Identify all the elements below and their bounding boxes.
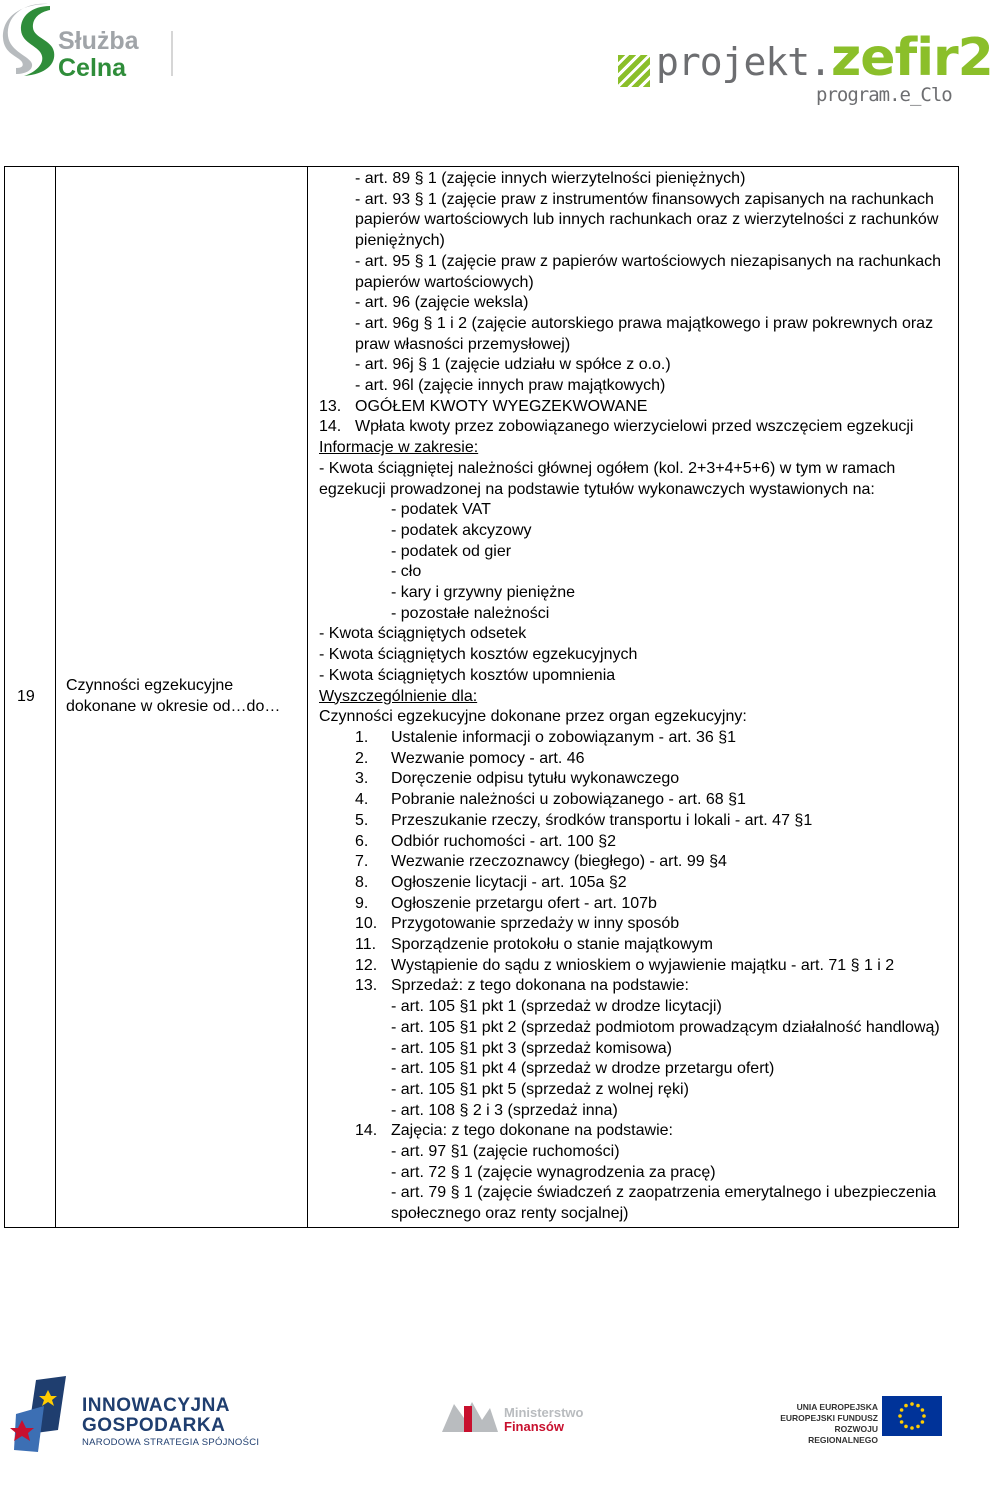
sluzba-celna-line2: Celna bbox=[58, 54, 127, 82]
list-item-text: Przeszukanie rzeczy, środków transportu i lokali - art. 47 §1 bbox=[391, 811, 813, 829]
sale-line: - art. 105 §1 pkt 4 (sprzedaż w drodze przetargu ofert) bbox=[391, 1060, 775, 1078]
list-item-number: 12. bbox=[355, 956, 378, 974]
list-item bbox=[319, 728, 952, 749]
list-item-number: 4. bbox=[355, 791, 369, 809]
list-item-text: Przygotowanie sprzedaży w inny sposób bbox=[391, 915, 680, 933]
list-item-text bbox=[391, 1121, 952, 1225]
list-item bbox=[319, 1121, 952, 1225]
list-item-number: 11. bbox=[355, 936, 377, 954]
art-line: - art. 93 § 1 (zajęcie praw z instrumentów finansowych zapisanych na rachunkach papierów wartościowych lub innych rachunkach oraz z wierzytelności z rachunków pieniężnych) bbox=[355, 190, 939, 250]
list-item-number: 14. bbox=[355, 1122, 378, 1140]
art-line: - art. 96 (zajęcie weksla) bbox=[355, 294, 529, 312]
list-item bbox=[319, 417, 952, 438]
list-item-number: 2. bbox=[355, 749, 369, 767]
zefir-main-right: zefir2 bbox=[831, 28, 993, 88]
seize-heading: Zajęcia: z tego dokonane na podstawie: bbox=[391, 1122, 673, 1140]
eu-line1: UNIA EUROPEJSKA bbox=[796, 1402, 878, 1412]
row-content-cell bbox=[308, 167, 959, 1228]
row-number-cell: 19 bbox=[5, 167, 56, 1228]
seize-line: - art. 72 § 1 (zajęcie wynagrodzenia za pracę) bbox=[391, 1163, 716, 1181]
table-row bbox=[5, 167, 959, 1228]
info-sub-line: - podatek od gier bbox=[391, 542, 512, 560]
projekt-zefir2-logo bbox=[618, 22, 993, 112]
sale-heading: Sprzedaż: z tego dokonana na podstawie: bbox=[391, 977, 689, 995]
ministerstwo-finansow-emblem-icon bbox=[442, 1400, 498, 1432]
info-intro: - Kwota ściągniętej należności głównej ogółem (kol. 2+3+4+5+6) w tym w ramach egzekucji prowadzonej na podstawie tytułów wykonawczych wystawionych na: bbox=[319, 459, 896, 498]
eu-line2: EUROPEJSKI FUNDUSZ bbox=[780, 1413, 878, 1423]
list-item-number: 13. bbox=[319, 397, 342, 415]
list-item-number: 13. bbox=[355, 977, 378, 995]
list-item bbox=[319, 749, 952, 770]
list-item bbox=[319, 852, 952, 873]
header-divider bbox=[171, 31, 173, 76]
list-item bbox=[319, 935, 952, 956]
list-item-number: 3. bbox=[355, 770, 369, 788]
list-item-text: Ustalenie informacji o zobowiązanym - art. 36 §1 bbox=[391, 728, 737, 746]
sale-line: - art. 105 §1 pkt 5 (sprzedaż z wolnej ręki) bbox=[391, 1080, 689, 1098]
info-heading: Informacje w zakresie: bbox=[319, 439, 479, 457]
info-line: - Kwota ściągniętych kosztów upomnienia bbox=[319, 666, 616, 684]
report-table bbox=[4, 166, 959, 1228]
list-item-text: Sporządzenie protokołu o stanie majątkowym bbox=[391, 936, 713, 954]
list-item-text: Wpłata kwoty przez zobowiązanego wierzycielowi przed wszczęciem egzekucji bbox=[355, 418, 914, 436]
page-header bbox=[0, 0, 993, 140]
info-sub-line: - pozostałe należności bbox=[391, 604, 550, 622]
info-line: - Kwota ściągniętych odsetek bbox=[319, 625, 527, 643]
list-item-number: 7. bbox=[355, 853, 369, 871]
sluzba-celna-emblem-icon bbox=[2, 2, 64, 78]
seize-line: - art. 79 § 1 (zajęcie świadczeń z zaopatrzenia emerytalnego i ubezpieczenia społecznego oraz renty socjalnej) bbox=[391, 1184, 937, 1223]
page-footer bbox=[0, 1360, 960, 1488]
list-item bbox=[319, 976, 952, 1121]
list-item-text: OGÓŁEM KWOTY WYEGZEKWOWANE bbox=[355, 397, 648, 415]
list-item-number: 10. bbox=[355, 915, 378, 933]
eu-wordmark bbox=[768, 1402, 878, 1446]
info-sub-line: - podatek VAT bbox=[391, 501, 491, 519]
list-item-text: Wezwanie rzeczoznawcy (biegłego) - art. 99 §4 bbox=[391, 853, 727, 871]
list-item-text bbox=[391, 976, 952, 1121]
list-item-number: 14. bbox=[319, 418, 342, 436]
art-line: - art. 96l (zajęcie innych praw majątkowych) bbox=[355, 377, 666, 395]
ig-line3: NARODOWA STRATEGIA SPÓJNOŚCI bbox=[82, 1437, 260, 1448]
list-item bbox=[319, 956, 952, 977]
art-line: - art. 89 § 1 (zajęcie innych wierzytelności pieniężnych) bbox=[355, 170, 746, 187]
list-item-number: 5. bbox=[355, 811, 369, 829]
zefir-stripes-icon bbox=[618, 55, 650, 87]
list-item bbox=[319, 914, 952, 935]
zefir-main-left: projekt. bbox=[656, 40, 832, 84]
mf-line2: Finansów bbox=[504, 1419, 564, 1434]
zefir-sub-wordmark: program.e_Clo bbox=[816, 84, 952, 106]
mf-line1: Ministerstwo bbox=[504, 1405, 584, 1420]
innowacyjna-gospodarka-wordmark bbox=[82, 1396, 259, 1450]
detail-heading: Wyszczególnienie dla: bbox=[319, 687, 478, 705]
list-item-text: Wezwanie pomocy - art. 46 bbox=[391, 749, 585, 767]
list-item-text: Doręczenie odpisu tytułu wykonawczego bbox=[391, 770, 680, 788]
list-item bbox=[319, 811, 952, 832]
list-item-text: Pobranie należności u zobowiązanego - art. 68 §1 bbox=[391, 791, 746, 809]
detail-intro: Czynności egzekucyjne dokonane przez organ egzekucyjny: bbox=[319, 708, 747, 726]
list-item-number: 9. bbox=[355, 894, 369, 912]
sale-line: - art. 105 §1 pkt 2 (sprzedaż podmiotom prowadzącym działalność handlową) bbox=[391, 1018, 940, 1036]
eu-flag-icon bbox=[882, 1396, 942, 1436]
art-line: - art. 95 § 1 (zajęcie praw z papierów wartościowych niezapisanych na rachunkach papierów wartościowych) bbox=[355, 252, 942, 291]
sluzba-celna-wordmark bbox=[58, 28, 139, 82]
list-item-text: Odbiór ruchomości - art. 100 §2 bbox=[391, 832, 616, 850]
info-sub-line: - kary i grzywny pieniężne bbox=[391, 584, 576, 602]
eu-line3: ROZWOJU REGIONALNEGO bbox=[808, 1424, 878, 1445]
info-line: - Kwota ściągniętych kosztów egzekucyjnych bbox=[319, 646, 638, 664]
list-item bbox=[319, 894, 952, 915]
list-item-text: Ogłoszenie przetargu ofert - art. 107b bbox=[391, 894, 657, 912]
art-line: - art. 96j § 1 (zajęcie udziału w spółce z o.o.) bbox=[355, 356, 671, 374]
sale-line: - art. 108 § 2 i 3 (sprzedaż inna) bbox=[391, 1101, 618, 1119]
sluzba-celna-line1: Służba bbox=[58, 27, 139, 55]
info-sub-line: - podatek akcyzowy bbox=[391, 521, 532, 539]
list-item bbox=[319, 769, 952, 790]
ig-line1: INNOWACYJNA bbox=[82, 1395, 231, 1416]
ig-line2: GOSPODARKA bbox=[82, 1415, 226, 1436]
innowacyjna-gospodarka-emblem-icon bbox=[14, 1376, 74, 1452]
list-item-number: 8. bbox=[355, 873, 369, 891]
list-item bbox=[319, 397, 952, 418]
ministerstwo-finansow-wordmark bbox=[504, 1406, 583, 1434]
list-item bbox=[319, 832, 952, 853]
list-item bbox=[319, 873, 952, 894]
list-item-number: 6. bbox=[355, 832, 369, 850]
list-item bbox=[319, 790, 952, 811]
art-line: - art. 96g § 1 i 2 (zajęcie autorskiego prawa majątkowego i praw pokrewnych oraz praw własności przemysłowej) bbox=[355, 314, 934, 353]
sale-line: - art. 105 §1 pkt 3 (sprzedaż komisowa) bbox=[391, 1039, 673, 1057]
row-label-cell: Czynności egzekucyjne dokonane w okresie od…do… bbox=[56, 167, 308, 1228]
sale-line: - art. 105 §1 pkt 1 (sprzedaż w drodze licytacji) bbox=[391, 998, 722, 1016]
list-item-text: Wystąpienie do sądu z wnioskiem o wyjawienie majątku - art. 71 § 1 i 2 bbox=[391, 956, 895, 974]
seize-line: - art. 97 §1 (zajęcie ruchomości) bbox=[391, 1143, 620, 1161]
list-item-text: Ogłoszenie licytacji - art. 105a §2 bbox=[391, 873, 627, 891]
list-item-number: 1. bbox=[355, 728, 369, 746]
info-sub-line: - cło bbox=[391, 563, 422, 581]
